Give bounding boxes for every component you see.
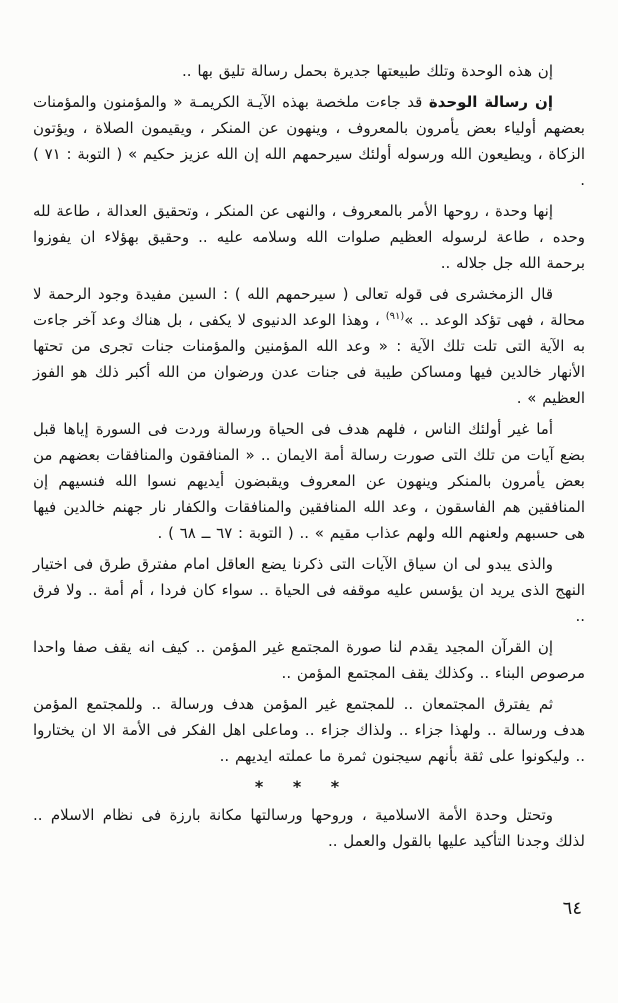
section-separator: * * * bbox=[254, 777, 352, 796]
paragraph-text: ، وهذا الوعد الدنيوى لا يكفى ، بل هناك وعد آخر جاءت به الآية التى تلت تلك الآية : « وعد الله المؤمنين والمؤمنات جنات تجرى من تحتها الأنهار خالدين فيها ومساكن طيبة فى جنات عدن ورضوان من الله أكبر ذلك هو الفوز العظيم » . bbox=[33, 311, 585, 407]
paragraph-text: إنها وحدة ، روحها الأمر بالمعروف ، والنهى عن المنكر ، وتحقيق العدالة ، طاعة لله وحده ، طاعة لرسوله العظيم صلوات الله وسلامه عليه .. وحقيق بهؤلاء ان يفوزوا برحمة الله جل جلاله .. bbox=[33, 202, 585, 272]
paragraph-zamakhshari-quote bbox=[33, 281, 585, 411]
paragraph-intro bbox=[33, 58, 585, 84]
paragraph-unity-message-verse bbox=[33, 89, 585, 193]
paragraph-text: أما غير أولئك الناس ، فلهم هدف فى الحياة ورسالة وردت فى السورة إياها قبل بضع آيات من تلك التى صورت رسالة أمة الايمان .. « المنافقون والمنافقات بعضهم من بعض يأمرون بالمنكر وينهون عن المعروف ويقبضون أيديهم نسوا الله فنسيهم إن المنافقين هم الفاسقون ، وعد الله المنافقين والمنافقات والكفار نار جهنم خالدين فيها هى حسبهم ولعنهم الله ولهم عذاب مقيم » .. ( التوبة : ٦٧ ــ ٦٨ ) . bbox=[33, 420, 585, 542]
paragraph-unity-spirit bbox=[33, 198, 585, 276]
paragraph-hypocrites-verse bbox=[33, 416, 585, 546]
paragraph-text: إن هذه الوحدة وتلك طبيعتها جديرة بحمل رسالة تليق بها .. bbox=[182, 62, 553, 80]
paragraph-text: وتحتل وحدة الأمة الاسلامية ، وروحها ورسالتها مكانة بارزة فى نظام الاسلام .. لذلك وجدنا التأكيد عليها بالقول والعمل .. bbox=[33, 806, 585, 850]
paragraph-text: قال الزمخشرى فى قوله تعالى ( سيرحمهم الله ) : السين مفيدة وجود الرحمة لا محالة ، فهى تؤكد الوعد .. » bbox=[33, 285, 585, 329]
paragraph-text: ثم يفترق المجتمعان .. للمجتمع غير المؤمن هدف ورسالة .. وللمجتمع المؤمن هدف ورسالة .. ولهذا جزاء .. ولذاك جزاء .. وماعلى اهل الفكر فى الأمة الا ان يختاروا .. وليكونوا على ثقة بأنهم سيجنون ثمرة ما عملته ايديهم .. bbox=[33, 695, 585, 765]
page-text-block bbox=[33, 58, 585, 859]
paragraph-unity-status bbox=[33, 802, 585, 854]
page-number: ٦٤ bbox=[562, 898, 582, 919]
paragraph-societies-diverge bbox=[33, 691, 585, 769]
paragraph-crossroads bbox=[33, 551, 585, 629]
paragraph-text: والذى يبدو لى ان سياق الآيات التى ذكرنا يضع العاقل امام مفترق طرق فى اختيار النهج الذى يريد ان يؤسس عليه موقفه فى الحياة .. سواء كان فردا ، أم أمة .. ولا فرق .. bbox=[33, 555, 585, 625]
paragraph-text: إن القرآن المجيد يقدم لنا صورة المجتمع غير المؤمن .. كيف انه يقف صفا واحدا مرصوص البناء .. وكذلك يقف المجتمع المؤمن .. bbox=[33, 638, 585, 682]
footnote-reference: (٩١) bbox=[385, 311, 405, 322]
bold-phrase-unity-message: إن رسالة الوحدة bbox=[428, 93, 553, 111]
paragraph-two-societies bbox=[33, 634, 585, 686]
paragraph-text: قد جاءت ملخصة بهذه الآيـة الكريمـة « والمؤمنون والمؤمنات بعضهم أولياء بعض يأمرون بالمعروف ، وينهون عن المنكر ، ويقيمون الصلاة ، ويؤتون الزكاة ، ويطيعون الله ورسوله أولئك سيرحمهم الله إن الله عزيز حكيم » ( التوبة : ٧١ ) . bbox=[33, 93, 585, 189]
